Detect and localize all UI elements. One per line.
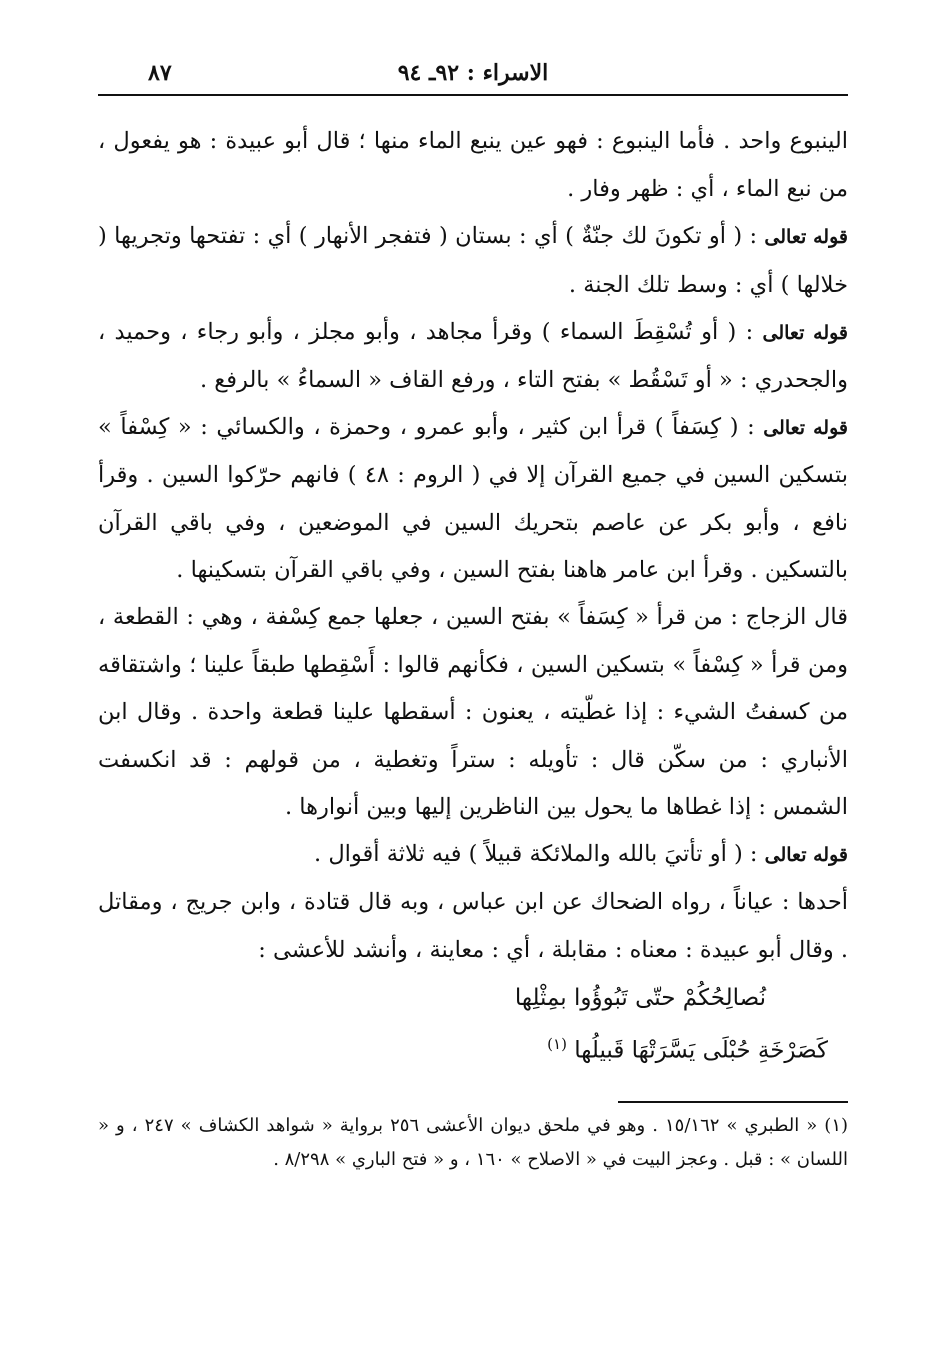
paragraph [98,879,848,974]
paragraph [98,594,848,831]
main-text [98,118,848,1073]
paragraph-lead: قوله تعالى [762,321,849,344]
paragraph-text: : ( أو تكونَ لك جنّةٌ ) أي : بستان ( فتفجر الأنهار ) أي : تفتحها وتجريها ( خلالها ) أي : وسط تلك الجنة . [98,223,848,298]
page-number: ٨٧ [148,60,172,86]
paragraph-text: : ( كِسَفاً ) قرأ ابن كثير ، وأبو عمرو ، وحمزة ، والكسائي : « كِسْفاً » بتسكين السين في جميع القرآن إلا في ( الروم : ٤٨ ) فانهم حرّكوا السين . وقرأ نافع ، وأبو بكر عن عاصم بتحريك السين في الموضعين ، وفي باقي القرآن بالتسكين . وقرأ ابن عامر هاهنا بفتح السين ، وفي باقي القرآن بتسكينها . [98,414,848,583]
running-header [98,56,848,96]
paragraph-text: : ( أو تُسْقِطَ السماء ) وقرأ مجاهد ، وأبو مجلز ، وأبو رجاء ، وحميد ، والجحدري : « أو تَسْقُط » بفتح التاء ، ورفع القاف « السماءُ » بالرفع . [98,318,848,394]
footnote-marker: (١) [547,1034,567,1053]
poetry-verse [98,975,848,1074]
paragraph-text: قال الزجاج : من قرأ « كِسَفاً » بفتح السين ، جعلها جمع كِسْفة ، وهي : القطعة ، ومن قرأ « كِسْفاً » بتسكين السين ، فكأنهم قالوا : أَسْقِطها طبقاً علينا ؛ واشتقاقه من كسفتُ الشيء : إذا غطّيته ، يعنون : أسقطها علينا قطعة واحدة . وقال ابن الأنباري : من سكّن قال : تأويله : ستراً وتغطية ، من قولهم : قد انكسفت الشمس : إذا غطاها ما يحول بين الناظرين إليها وبين أنوارها . [98,604,848,820]
footnote-divider [618,1101,848,1103]
paragraph [98,118,848,213]
book-page [98,56,848,1316]
footnotes [98,1109,848,1177]
paragraph [98,404,848,594]
verse-line-1: نُصالِحُكُمْ حتّى تَبُوؤُوا بمِثْلِها [514,984,766,1011]
verse-line-2 [98,1021,848,1074]
verse-line-2-text: كَصَرْخَةِ حُبْلَى يَسَّرَتْهَا قَبيلُها [574,1037,828,1064]
paragraph-lead: قوله تعالى [764,844,848,867]
paragraph-text: الينبوع واحد . فأما الينبوع : فهو عين ينبع الماء منها ؛ قال أبو عبيدة : هو يفعول ، من نبع الماء ، أي : ظهر وفار . [98,128,848,203]
paragraph [98,213,848,308]
paragraph-text: أحدها : عياناً ، رواه الضحاك عن ابن عباس ، وبه قال قتادة ، وابن جريج ، ومقاتل . وقال أبو عبيدة : معناه : مقابلة ، أي : معاينة ، وأنشد للأعشى : [98,889,848,964]
paragraph-text: : ( أو تأتيَ بالله والملائكة قبيلاً ) فيه ثلاثة أقوال . [314,841,765,868]
footnote: (١) « الطبري » ١٥/١٦٢ . وهو في ملحق ديوان الأعشى ٢٥٦ برواية « شواهد الكشاف » ٢٤٧ ، و « اللسان » : قبل . وعجز البيت في « الاصلاح » ١٦٠ ، و « فتح الباري » ٨/٢٩٨ . [98,1115,849,1171]
paragraph-lead: قوله تعالى [764,226,848,249]
running-title: الاسراء : ٩٢ـ ٩٤ [397,60,549,86]
paragraph [98,309,848,404]
paragraph-lead: قوله تعالى [763,417,848,440]
paragraph [98,831,848,879]
